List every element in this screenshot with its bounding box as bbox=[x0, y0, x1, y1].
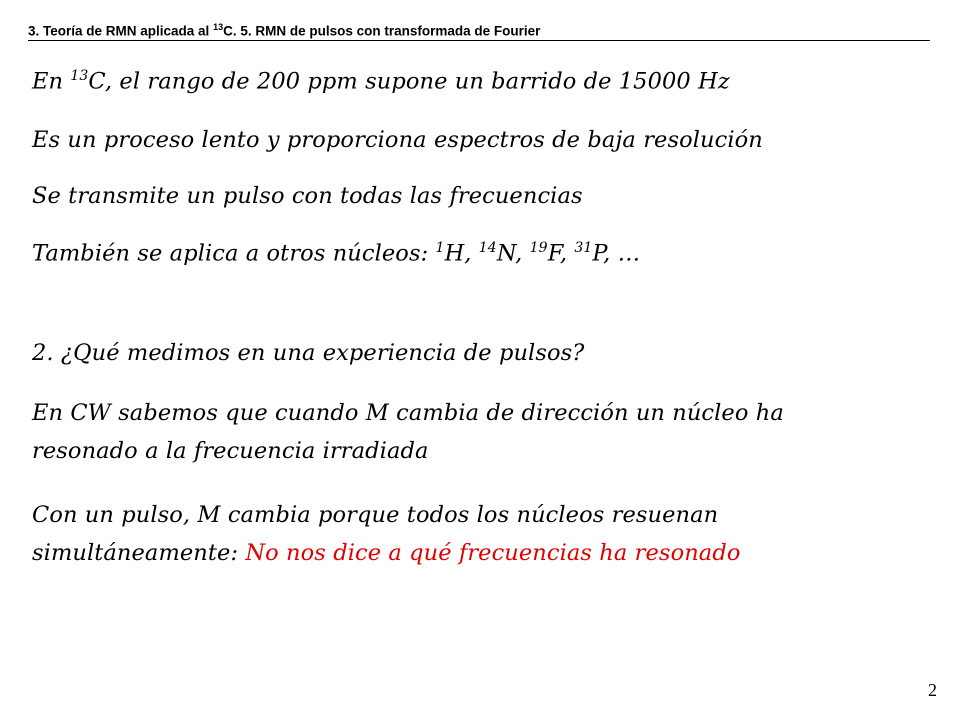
header-text-part2: C. 5. RMN de pulsos con transformada de Fourier bbox=[223, 23, 541, 39]
line-pulse-transmit: Se transmite un pulso con todas las frecuencias bbox=[32, 183, 583, 209]
header-superscript: 13 bbox=[213, 22, 224, 32]
nucleus-1-symbol: H, bbox=[444, 240, 479, 267]
line-question: 2. ¿Qué medimos en una experiencia de pulsos? bbox=[32, 340, 585, 366]
nucleus-4-mass: 31 bbox=[574, 240, 593, 256]
nucleus-3-mass: 19 bbox=[529, 240, 548, 256]
line-cw-2: resonado a la frecuencia irradiada bbox=[32, 438, 429, 464]
line-carbon-range-superscript: 13 bbox=[70, 68, 89, 84]
line-cw-1: En CW sabemos que cuando M cambia de dirección un núcleo ha bbox=[32, 400, 784, 426]
line-pulse-2 bbox=[32, 540, 740, 566]
nucleus-1-mass: 1 bbox=[435, 240, 445, 256]
header-text-part1: 3. Teoría de RMN aplicada al bbox=[28, 23, 214, 39]
nucleus-2-mass: 14 bbox=[478, 240, 497, 256]
line-carbon-range bbox=[32, 68, 730, 95]
line-pulse-2-highlight: No nos dice a qué frecuencias ha resonado bbox=[245, 540, 741, 566]
page-number: 2 bbox=[928, 680, 937, 700]
line-carbon-range-prefix: En bbox=[32, 68, 71, 95]
line-pulse-1: Con un pulso, M cambia porque todos los núcleos resuenan bbox=[32, 502, 719, 528]
line-carbon-range-text: C, el rango de 200 ppm supone un barrido de 15000 Hz bbox=[88, 68, 730, 95]
line-pulse-2-text: simultáneamente: bbox=[32, 540, 246, 566]
nucleus-2-symbol: N, bbox=[496, 240, 530, 267]
slide-header bbox=[28, 22, 930, 41]
line-other-nuclei bbox=[32, 240, 640, 267]
nucleus-3-symbol: F, bbox=[547, 240, 575, 267]
line-slow-process: Es un proceso lento y proporciona espectros de baja resolución bbox=[32, 127, 763, 153]
other-nuclei-prefix: También se aplica a otros núcleos: bbox=[32, 240, 436, 267]
nucleus-4-symbol: P, … bbox=[592, 240, 641, 267]
